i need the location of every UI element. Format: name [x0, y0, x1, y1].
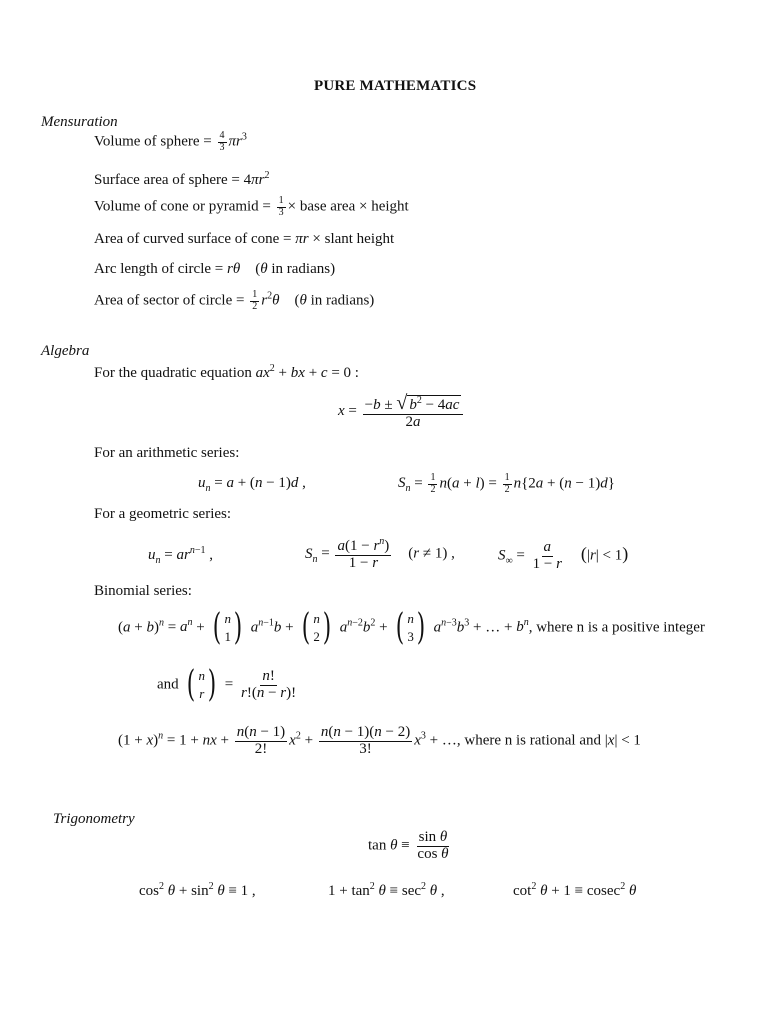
- formula-label: Volume of cone or pyramid =: [94, 198, 271, 215]
- formula-label: Volume of sphere =: [94, 133, 212, 150]
- arithmetic-intro: For an arithmetic series:: [94, 445, 240, 461]
- binomial-coefficient: ( n 3 ): [396, 607, 426, 648]
- formula-cone-volume: [94, 196, 409, 218]
- fraction: $\frac{1}{3}$: [278, 195, 284, 218]
- formula-label: Area of sector of circle: [94, 292, 233, 309]
- geometric-intro: For a geometric series:: [94, 506, 232, 522]
- pythagorean-identity-2: $1 + \tan^2 \theta \equiv \sec^2 \theta$ ,: [328, 881, 445, 899]
- binomial-coefficient: ( n 2 ): [302, 607, 332, 648]
- formula-label: Surface area of sphere =: [94, 172, 240, 188]
- geometric-sum-infinity: $S_\infty$ = $\frac{a}{1 - r}$ (|r| < 1): [498, 539, 629, 572]
- binomial-coefficient: ( n 1 ): [213, 607, 243, 648]
- formula-rest: × slant height: [312, 231, 395, 247]
- formula-curved-surface: Area of curved surface of cone = πr × slant height: [94, 231, 395, 247]
- fraction: $\frac{4}{3}$: [219, 130, 225, 153]
- binomial-tail: , where n is a positive integer: [528, 619, 705, 636]
- formula-sphere-volume: Volume of sphere = $\frac{4}{3}$ $\pi r^3$: [94, 130, 247, 153]
- fraction: $\frac{n(n - 1)}{2!}$: [236, 724, 286, 757]
- fraction: $\frac{n!}{r!(n - r)!}$: [240, 667, 297, 701]
- fraction: $\frac{n(n - 1)(n - 2)}{3!}$: [320, 724, 411, 757]
- fraction: $\frac{1}{2}$: [504, 472, 510, 495]
- tan-identity: tan θ ≡ $\frac{\text{sin θ}}{\text{cos θ}}$: [368, 829, 449, 862]
- arithmetic-sum: $S_n$ = $\frac{1}{2}$ n(a + l) = $\frac{1}{2}$ n{2a + (n − 1)d}: [398, 472, 615, 495]
- formula-label: For the quadratic equation: [94, 365, 252, 381]
- rational-tail: , where n is rational and: [456, 732, 601, 749]
- pythagorean-identity-1: $\cos^2 \theta + \sin^2 \theta \equiv 1$ ,: [139, 881, 256, 899]
- formula-sector-area: Area of sector of circle = $\frac{1}{2}$ $r^2\theta$ (θ in radians): [94, 289, 375, 312]
- page-title: PURE MATHEMATICS: [314, 78, 477, 94]
- arithmetic-nth-term: $u_n = a + (n - 1)d$ ,: [198, 475, 306, 494]
- formula-arc-length: Arc length of circle = rθ (θ in radians): [94, 261, 336, 277]
- binomial-expansion: $(a + b)^n = a^n$ + ( n 1 ) $a^{n-1}b$ + ( n 2 ) $a^{n-2}b^2$ + ( n 3 ) $a^{n-3}b^3$ + … + $b^n$, where n is a positive integer: [118, 607, 705, 648]
- binomial-rational-series: $(1 + x)^n = 1$ + nx + $\frac{n(n - 1)}{2!}$ $x^2$ + $\frac{n(n - 1)(n - 2)}{3!}$ $x^3$ + …, where n is rational and |x| < 1: [118, 724, 641, 757]
- fraction: $\frac{a(1 - r^n)}{1 - r}$: [337, 536, 390, 571]
- and-label: and: [157, 676, 179, 693]
- section-heading-mensuration: Mensuration: [41, 114, 118, 130]
- fraction: $\frac{a}{1 - r}$: [532, 539, 562, 572]
- section-heading-algebra: Algebra: [41, 343, 90, 359]
- binomial-coefficient: ( n r ): [187, 664, 217, 705]
- radians-note: in radians): [310, 292, 375, 309]
- formula-rest: × base area × height: [287, 198, 409, 215]
- formula-label: Arc length of circle: [94, 261, 212, 277]
- fraction: $\frac{\text{sin θ}}{\text{cos θ}}$: [417, 829, 449, 862]
- fraction: $\frac{1}{2}$: [252, 289, 258, 312]
- fraction: −b ± √ $b^2 - 4ac$ 2a: [363, 393, 464, 431]
- fraction: $\frac{1}{2}$: [430, 472, 436, 495]
- binomial-coefficient-definition: and ( n r ) = $\frac{n!}{r!(n - r)!}$: [157, 664, 297, 705]
- geometric-nth-term: $u_n = ar^{n-1}$ ,: [148, 545, 213, 566]
- quadratic-intro: For the quadratic equation $ax^2$ + bx + c = 0 :: [94, 363, 359, 381]
- formula-sphere-area: Surface area of sphere = $4\pi r^2$: [94, 170, 270, 188]
- pythagorean-identity-3: $\cot^2 \theta + 1 \equiv cosec^2$ θ: [513, 881, 637, 899]
- binomial-intro: Binomial series:: [94, 583, 192, 599]
- quadratic-formula: x = −b ± √ $b^2 - 4ac$ 2a: [338, 393, 465, 431]
- geometric-sum: $S_n$ = $\frac{a(1 - r^n)}{1 - r}$ (r ≠ 1) ,: [305, 536, 455, 571]
- radians-note: in radians): [271, 261, 336, 277]
- formula-label: Area of curved surface of cone =: [94, 231, 292, 247]
- section-heading-trigonometry: Trigonometry: [53, 811, 135, 827]
